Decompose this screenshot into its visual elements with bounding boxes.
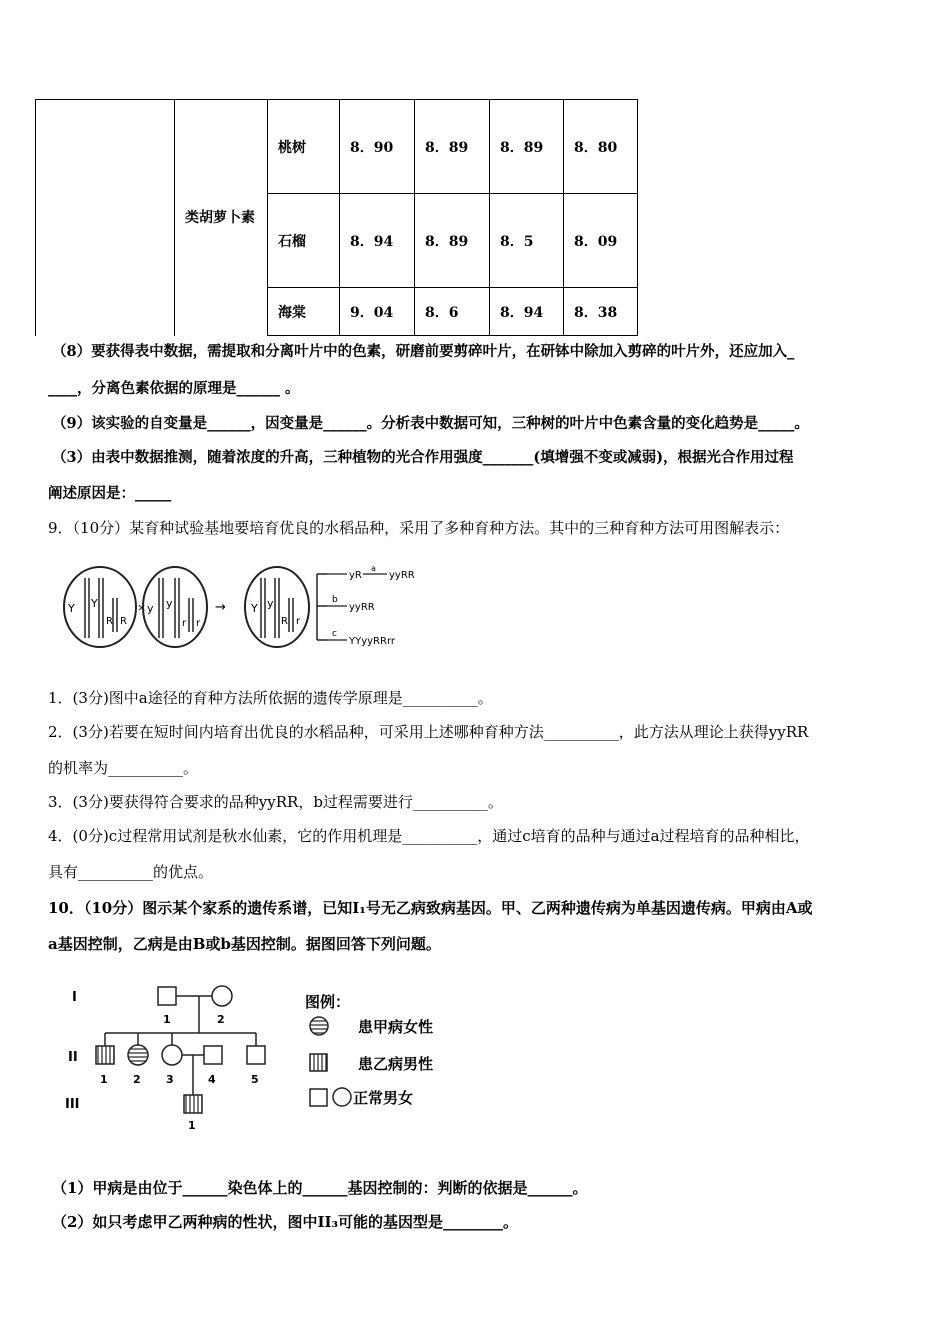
- result-a: yyRR: [389, 570, 415, 581]
- legend-item: 正常男女: [353, 1089, 414, 1107]
- legend-female-icon: [333, 1088, 351, 1106]
- table-value-cell: 8．94: [340, 194, 415, 288]
- table-value-cell: 8．89: [415, 100, 490, 194]
- legend-female-a-icon: [310, 1017, 328, 1035]
- q8-line2: ____，分离色素依据的原理是______ 。: [48, 380, 300, 397]
- allele-label: R: [281, 616, 288, 627]
- table-value-cell: 9．04: [340, 288, 415, 336]
- affected-male-b-symbol: [184, 1095, 202, 1113]
- individual-number: 2: [133, 1073, 141, 1086]
- table-plant-cell: 海棠: [268, 288, 340, 336]
- q9-sub3: 3．(3分)要获得符合要求的品种yyRR，b过程需要进行__________。: [48, 793, 503, 811]
- table-value-cell: 8．38: [564, 288, 638, 336]
- allele-label: y: [267, 597, 274, 610]
- allele-label: R: [106, 616, 113, 627]
- legend-item: 患乙病男性: [358, 1055, 434, 1073]
- table-value-cell: 8．5: [490, 194, 564, 288]
- q10-sub1: （1）甲病是由位于______染色体上的______基因控制的：判断的依据是______。: [52, 1179, 588, 1197]
- q9b-line: （9）该实验的自变量是______，因变量是______。分析表中数据可知，三种树的叶片中色素含量的变化趋势是_____。: [52, 415, 809, 432]
- q9-sub1: 1．(3分)图中a途径的育种方法所依据的遗传学原理是__________。: [48, 689, 493, 707]
- breeding-diagram: [55, 560, 435, 655]
- result-c: YYyyRRrr: [349, 636, 395, 647]
- allele-label: Y: [251, 602, 258, 615]
- female-symbol: [212, 986, 232, 1006]
- q9-sub4-line1: 4．(0分)c过程常用试剂是秋水仙素，它的作用机理是__________，通过c培育的品种与通过a过程培育的品种相比，: [48, 827, 810, 845]
- legend-male-b-icon: [310, 1054, 327, 1071]
- arrow-icon: →: [215, 600, 226, 615]
- allele-label: y: [147, 602, 154, 615]
- table-value-cell: 8．94: [490, 288, 564, 336]
- individual-number: 3: [166, 1073, 174, 1086]
- cross-symbol: ×: [137, 601, 147, 614]
- individual-number: 4: [208, 1073, 216, 1086]
- path-b-label: b: [332, 595, 338, 605]
- q3-line2: 阐述原因是：_____: [48, 485, 172, 502]
- allele-label: R: [120, 616, 127, 627]
- legend-title: 图例：: [305, 993, 351, 1011]
- q9-sub2-line2: 的机率为__________。: [48, 759, 199, 777]
- table-value-cell: 8．89: [490, 100, 564, 194]
- table-value-cell: 8．89: [415, 194, 490, 288]
- allele-label: y: [166, 597, 173, 610]
- table-blank-cell: [36, 100, 175, 336]
- table-plant-cell: 桃树: [268, 100, 340, 194]
- table-value-cell: 8．09: [564, 194, 638, 288]
- q9-stem: 9．（10分）某育种试验基地要培育优良的水稻品种，采用了多种育种方法。其中的三种育种方法可用图解表示：: [48, 519, 790, 537]
- individual-number: 1: [163, 1013, 171, 1026]
- pigment-data-table: [35, 99, 638, 336]
- male-symbol: [158, 987, 176, 1005]
- q9-sub2-line1: 2．(3分)若要在短时间内培育出优良的水稻品种，可采用上述哪种育种方法__________，此方法从理论上获得yyRR: [48, 723, 809, 741]
- generation-label: II: [68, 1050, 78, 1065]
- female-symbol: [162, 1045, 182, 1065]
- q10-sub2: （2）如只考虑甲乙两种病的性状，图中II₃可能的基因型是________。: [52, 1213, 519, 1231]
- individual-number: 2: [217, 1013, 225, 1026]
- table-plant-cell: 石榴: [268, 194, 340, 288]
- legend-male-icon: [310, 1089, 327, 1106]
- allele-label: Y: [68, 602, 75, 615]
- result-b: yyRR: [349, 602, 375, 613]
- generation-label: III: [65, 1097, 80, 1112]
- q10-stem-line2: a基因控制，乙病是由B或b基因控制。据图回答下列问题。: [48, 935, 441, 953]
- allele-label: Y: [91, 597, 98, 610]
- allele-label: r: [196, 618, 201, 629]
- q8-line1: （8）要获得表中数据，需提取和分离叶片中的色素，研磨前要剪碎叶片，在研钵中除加入剪碎的叶片外，还应加入_: [52, 343, 795, 360]
- generation-label: I: [72, 990, 77, 1005]
- male-symbol: [204, 1046, 222, 1064]
- table-category-cell: 类胡萝卜素: [175, 100, 268, 336]
- individual-number: 5: [251, 1073, 259, 1086]
- affected-female-a-symbol: [128, 1045, 148, 1065]
- allele-label: r: [296, 616, 301, 627]
- table-value-cell: 8．90: [340, 100, 415, 194]
- path-a-label: a: [371, 564, 376, 573]
- affected-male-b-symbol: [96, 1046, 114, 1064]
- path-c-label: c: [332, 629, 337, 639]
- q9-sub4-line2: 具有__________的优点。: [48, 863, 214, 881]
- legend-item: 患甲病女性: [358, 1018, 434, 1036]
- q3-line1: （3）由表中数据推测，随着浓度的升高，三种植物的光合作用强度_______(填增强不变或减弱)，根据光合作用过程: [52, 449, 794, 466]
- result-a-mid: yR: [349, 570, 362, 581]
- individual-number: 1: [188, 1119, 196, 1132]
- individual-number: 1: [100, 1073, 108, 1086]
- pedigree-chart: [60, 975, 480, 1135]
- q10-stem-line1: 10．（10分）图示某个家系的遗传系谱，已知Ⅰ₁号无乙病致病基因。甲、乙两种遗传病为单基因遗传病。甲病由A或: [48, 899, 813, 917]
- table-value-cell: 8．6: [415, 288, 490, 336]
- male-symbol: [247, 1046, 265, 1064]
- table-value-cell: 8．80: [564, 100, 638, 194]
- allele-label: r: [182, 618, 187, 629]
